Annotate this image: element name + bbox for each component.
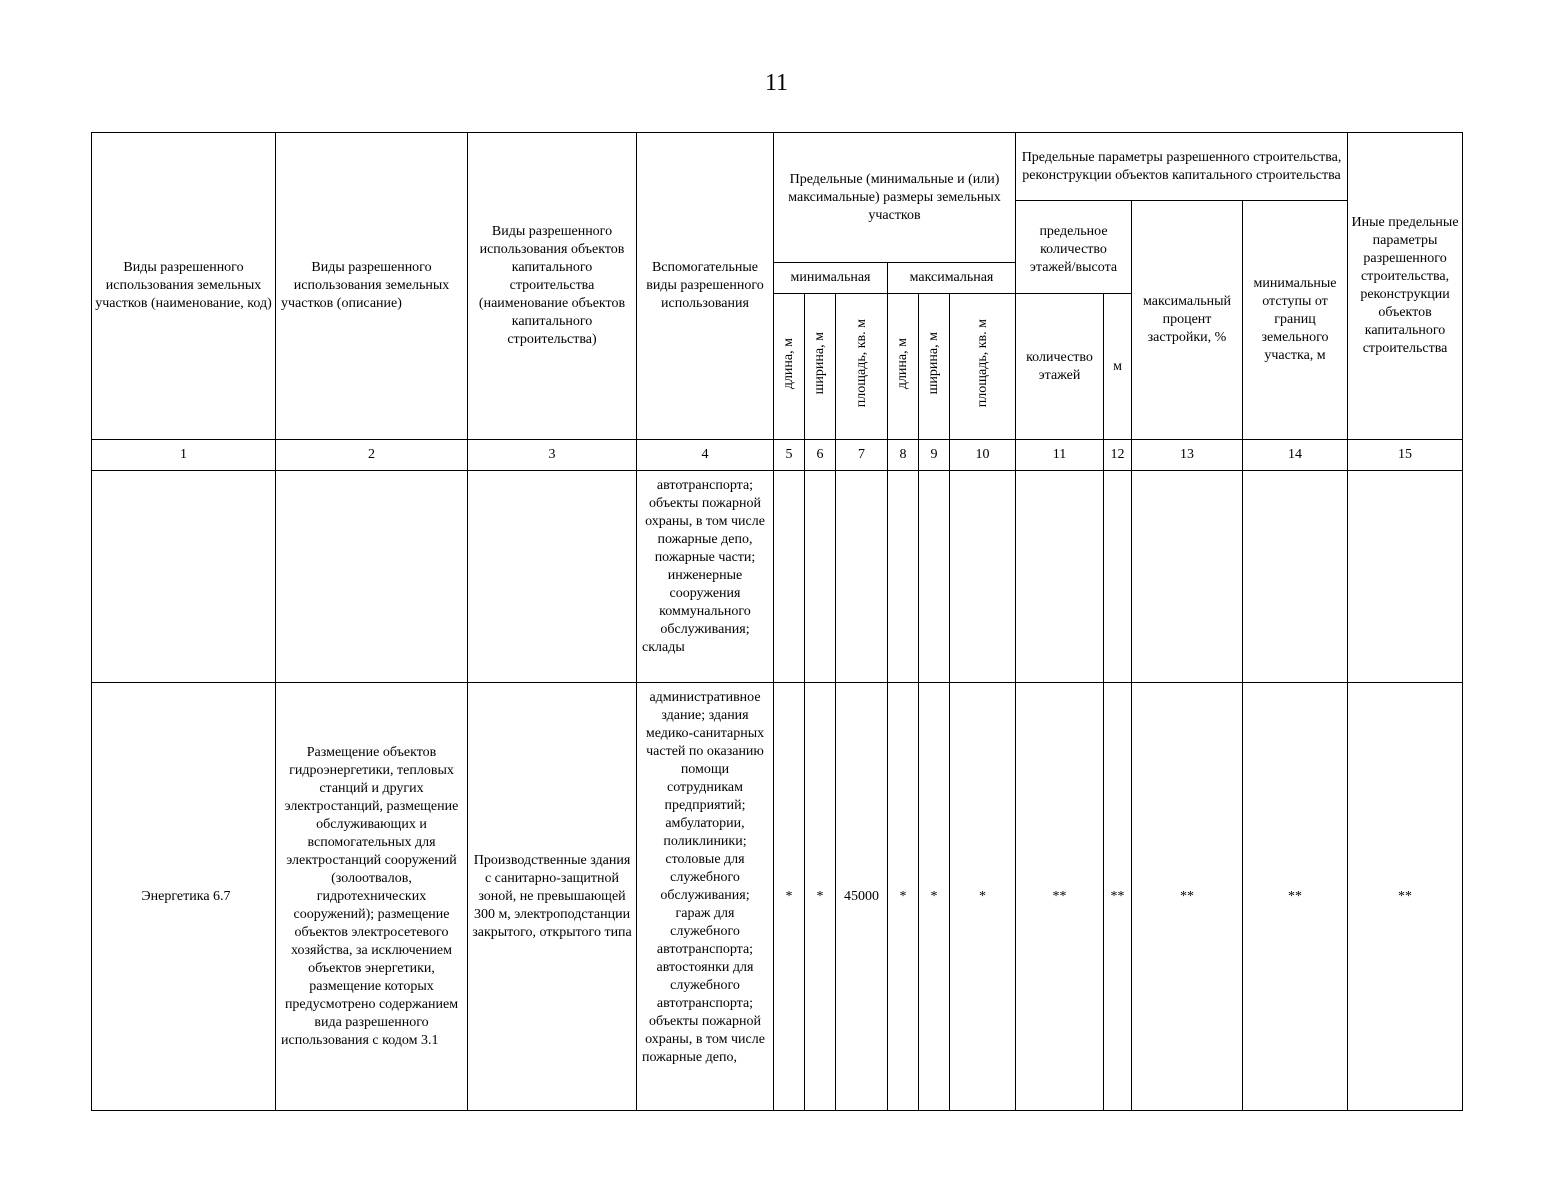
row1-col12: [1104, 471, 1132, 683]
row1-col10: [950, 471, 1016, 683]
header-max: максимальная: [888, 263, 1016, 294]
column-number: 9: [919, 440, 950, 471]
header-col14: минимальные отступы от границ земельного участка, м: [1243, 201, 1348, 440]
row2-col15: **: [1348, 683, 1463, 1111]
header-limits: Предельные параметры разрешенного строительства, реконструкции объектов капитального строительства: [1016, 133, 1348, 201]
column-number: 15: [1348, 440, 1463, 471]
header-col11: количество этажей: [1016, 294, 1104, 440]
row2-col5: *: [774, 683, 805, 1111]
header-floors-height: предельное количество этажей/высота: [1016, 201, 1132, 294]
row1-col9: [919, 471, 950, 683]
column-number: 4: [637, 440, 774, 471]
column-number: 6: [805, 440, 836, 471]
row1-col6: [805, 471, 836, 683]
column-number: 10: [950, 440, 1016, 471]
zoning-parameters-table: [91, 132, 1463, 1111]
header-col7: площадь, кв. м: [853, 319, 869, 408]
header-col1: Виды разрешенного использования земельных участков (наименование, код): [92, 133, 276, 440]
column-number: 3: [468, 440, 637, 471]
row1-col14: [1243, 471, 1348, 683]
row2-col4: административное здание; здания медико-санитарных частей по оказанию помощи сотрудникам предприятий; амбулатории, поликлиники; столовые для служебного обслуживания; гараж для служебного автотранспорта; автостоянки для служебного автотранспорта; объекты пожарной охраны, в том числе пожарные депо,: [637, 683, 774, 1111]
column-number: 8: [888, 440, 919, 471]
header-col13: максимальный процент застройки, %: [1132, 201, 1243, 440]
header-min: минимальная: [774, 263, 888, 294]
row2-col14: **: [1243, 683, 1348, 1111]
header-col10: площадь, кв. м: [974, 319, 990, 408]
column-number: 7: [836, 440, 888, 471]
column-number: 11: [1016, 440, 1104, 471]
column-number: 5: [774, 440, 805, 471]
header-col8: длина, м: [895, 337, 910, 390]
row2-col6: *: [805, 683, 836, 1111]
row2-col7: 45000: [836, 683, 888, 1111]
header-plot-sizes: Предельные (минимальные и (или) максимальные) размеры земельных участков: [774, 133, 1016, 263]
page-number: 11: [764, 70, 789, 96]
row1-col11: [1016, 471, 1104, 683]
row2-col1: Энергетика 6.7: [92, 683, 276, 1111]
row1-col15: [1348, 471, 1463, 683]
column-number: 13: [1132, 440, 1243, 471]
row1-col1: [92, 471, 276, 683]
table-row: [92, 683, 1463, 1111]
header-col15: Иные предельные параметры разрешенного строительства, реконструкции объектов капитального строительства: [1348, 133, 1463, 440]
row2-col8: *: [888, 683, 919, 1111]
row2-col11: **: [1016, 683, 1104, 1111]
row1-col2: [276, 471, 468, 683]
row2-col12: **: [1104, 683, 1132, 1111]
table-row: [92, 471, 1463, 683]
row1-col5: [774, 471, 805, 683]
row2-col2: Размещение объектов гидроэнергетики, тепловых станций и других электростанций, размещение обслуживающих и вспомогательных для электростанций сооружений (золоотвалов, гидротехнических сооружений); размещение объектов электросетевого хозяйства, за исключением объектов энергетики, размещение которых предусмотрено содержанием вида разрешенного использования с кодом 3.1: [276, 683, 468, 1111]
row1-col7: [836, 471, 888, 683]
column-number: 14: [1243, 440, 1348, 471]
header-col4: Вспомогательные виды разрешенного использования: [637, 133, 774, 440]
header-col5: длина, м: [781, 337, 796, 390]
header-col12: м: [1104, 294, 1132, 440]
header-col2: Виды разрешенного использования земельных участков (описание): [276, 133, 468, 440]
row1-col8: [888, 471, 919, 683]
header-col6: ширина, м: [812, 332, 827, 395]
row2-col9: *: [919, 683, 950, 1111]
row2-col10: *: [950, 683, 1016, 1111]
column-number: 1: [92, 440, 276, 471]
header-col9: ширина, м: [926, 332, 941, 395]
column-number: 12: [1104, 440, 1132, 471]
row1-col4: автотранспорта; объекты пожарной охраны, в том числе пожарные депо, пожарные части; инженерные сооружения коммунального обслуживания; склады: [637, 471, 774, 683]
row1-col13: [1132, 471, 1243, 683]
row2-col3: Производственные здания с санитарно-защитной зоной, не превышающей 300 м, электроподстанции закрытого, открытого типа: [468, 683, 637, 1111]
header-col3: Виды разрешенного использования объектов капитального строительства (наименование объектов капитального строительства): [468, 133, 637, 440]
row2-col13: **: [1132, 683, 1243, 1111]
row1-col3: [468, 471, 637, 683]
column-number: 2: [276, 440, 468, 471]
